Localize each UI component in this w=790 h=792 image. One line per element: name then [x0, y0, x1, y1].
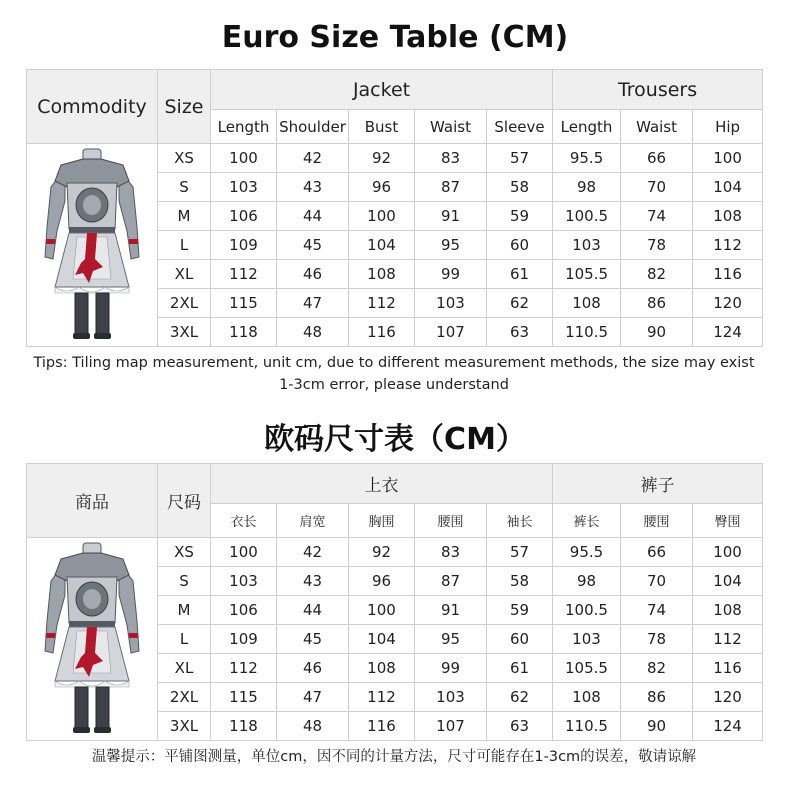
value-cell: 104 — [693, 173, 763, 202]
trousers-header-zh: 裤子 — [553, 464, 763, 504]
sub-header: Waist — [415, 110, 487, 144]
value-cell: 100 — [349, 596, 415, 625]
value-cell: 118 — [211, 318, 277, 347]
value-cell: 44 — [277, 202, 349, 231]
size-cell: L — [158, 231, 211, 260]
value-cell: 87 — [415, 173, 487, 202]
size-cell: XS — [158, 538, 211, 567]
value-cell: 63 — [487, 712, 553, 741]
value-cell: 44 — [277, 596, 349, 625]
value-cell: 109 — [211, 231, 277, 260]
value-cell: 74 — [621, 596, 693, 625]
value-cell: 42 — [277, 144, 349, 173]
value-cell: 103 — [553, 231, 621, 260]
value-cell: 103 — [553, 625, 621, 654]
value-cell: 91 — [415, 596, 487, 625]
sub-header: Shoulder — [277, 110, 349, 144]
value-cell: 108 — [553, 289, 621, 318]
table-row — [27, 144, 763, 173]
sub-header: Bust — [349, 110, 415, 144]
value-cell: 103 — [211, 567, 277, 596]
value-cell: 86 — [621, 289, 693, 318]
value-cell: 62 — [487, 289, 553, 318]
size-cell: S — [158, 567, 211, 596]
value-cell: 100 — [211, 538, 277, 567]
size-cell: M — [158, 596, 211, 625]
value-cell: 112 — [693, 231, 763, 260]
costume-image — [37, 147, 147, 343]
value-cell: 105.5 — [553, 654, 621, 683]
value-cell: 108 — [349, 654, 415, 683]
value-cell: 100 — [693, 144, 763, 173]
value-cell: 92 — [349, 538, 415, 567]
size-cell: 2XL — [158, 683, 211, 712]
value-cell: 70 — [621, 567, 693, 596]
value-cell: 95.5 — [553, 538, 621, 567]
size-cell: XL — [158, 260, 211, 289]
value-cell: 83 — [415, 144, 487, 173]
value-cell: 116 — [349, 712, 415, 741]
value-cell: 115 — [211, 683, 277, 712]
value-cell: 120 — [693, 683, 763, 712]
value-cell: 82 — [621, 260, 693, 289]
value-cell: 95.5 — [553, 144, 621, 173]
commodity-header: Commodity — [27, 70, 158, 144]
size-cell: XS — [158, 144, 211, 173]
value-cell: 91 — [415, 202, 487, 231]
value-cell: 61 — [487, 260, 553, 289]
value-cell: 116 — [349, 318, 415, 347]
value-cell: 62 — [487, 683, 553, 712]
value-cell: 112 — [211, 260, 277, 289]
value-cell: 116 — [693, 260, 763, 289]
size-cell: M — [158, 202, 211, 231]
value-cell: 124 — [693, 712, 763, 741]
value-cell: 124 — [693, 318, 763, 347]
value-cell: 100 — [693, 538, 763, 567]
value-cell: 78 — [621, 625, 693, 654]
value-cell: 57 — [487, 144, 553, 173]
value-cell: 105.5 — [553, 260, 621, 289]
value-cell: 46 — [277, 654, 349, 683]
value-cell: 106 — [211, 202, 277, 231]
sub-header-zh: 臀围 — [693, 504, 763, 538]
zh-table-body — [27, 464, 763, 741]
sub-header: Hip — [693, 110, 763, 144]
value-cell: 96 — [349, 567, 415, 596]
value-cell: 59 — [487, 596, 553, 625]
value-cell: 112 — [349, 683, 415, 712]
value-cell: 45 — [277, 231, 349, 260]
value-cell: 63 — [487, 318, 553, 347]
value-cell: 107 — [415, 712, 487, 741]
value-cell: 58 — [487, 173, 553, 202]
size-cell: 3XL — [158, 712, 211, 741]
value-cell: 59 — [487, 202, 553, 231]
value-cell: 108 — [349, 260, 415, 289]
value-cell: 108 — [693, 202, 763, 231]
sub-header: Length — [211, 110, 277, 144]
value-cell: 106 — [211, 596, 277, 625]
value-cell: 90 — [621, 318, 693, 347]
value-cell: 103 — [211, 173, 277, 202]
table-row — [27, 538, 763, 567]
value-cell: 61 — [487, 654, 553, 683]
value-cell: 110.5 — [553, 318, 621, 347]
sub-header-zh: 腰围 — [415, 504, 487, 538]
value-cell: 100 — [349, 202, 415, 231]
sub-header-zh: 肩宽 — [277, 504, 349, 538]
value-cell: 103 — [415, 289, 487, 318]
value-cell: 104 — [349, 625, 415, 654]
value-cell: 109 — [211, 625, 277, 654]
size-cell: 2XL — [158, 289, 211, 318]
value-cell: 104 — [693, 567, 763, 596]
value-cell: 110.5 — [553, 712, 621, 741]
value-cell: 99 — [415, 260, 487, 289]
sub-header-zh: 裤长 — [553, 504, 621, 538]
value-cell: 107 — [415, 318, 487, 347]
value-cell: 99 — [415, 654, 487, 683]
value-cell: 60 — [487, 231, 553, 260]
value-cell: 43 — [277, 567, 349, 596]
sub-header-zh: 腰围 — [621, 504, 693, 538]
value-cell: 108 — [553, 683, 621, 712]
size-cell: 3XL — [158, 318, 211, 347]
value-cell: 92 — [349, 144, 415, 173]
sub-header: Length — [553, 110, 621, 144]
value-cell: 86 — [621, 683, 693, 712]
value-cell: 47 — [277, 289, 349, 318]
costume-image — [37, 541, 147, 737]
value-cell: 83 — [415, 538, 487, 567]
value-cell: 42 — [277, 538, 349, 567]
value-cell: 112 — [349, 289, 415, 318]
value-cell: 70 — [621, 173, 693, 202]
value-cell: 82 — [621, 654, 693, 683]
value-cell: 115 — [211, 289, 277, 318]
value-cell: 87 — [415, 567, 487, 596]
value-cell: 60 — [487, 625, 553, 654]
zh-title: 欧码尺寸表（CM） — [264, 422, 526, 457]
size-header-zh: 尺码 — [158, 464, 211, 538]
sub-header-zh: 袖长 — [487, 504, 553, 538]
value-cell: 96 — [349, 173, 415, 202]
value-cell: 66 — [621, 144, 693, 173]
sub-header: Waist — [621, 110, 693, 144]
value-cell: 120 — [693, 289, 763, 318]
euro-title: Euro Size Table (CM) — [221, 20, 569, 55]
value-cell: 100.5 — [553, 202, 621, 231]
value-cell: 100.5 — [553, 596, 621, 625]
size-cell: L — [158, 625, 211, 654]
value-cell: 43 — [277, 173, 349, 202]
size-cell: XL — [158, 654, 211, 683]
jacket-header: Jacket — [211, 70, 553, 110]
value-cell: 74 — [621, 202, 693, 231]
value-cell: 78 — [621, 231, 693, 260]
product-image-cell — [27, 538, 158, 741]
value-cell: 112 — [211, 654, 277, 683]
euro-tips: Tips: Tiling map measurement, unit cm, due to different measurement methods, the size may exist 1-3cm error, please understand — [33, 355, 755, 393]
value-cell: 48 — [277, 712, 349, 741]
euro-size-table — [26, 69, 763, 347]
value-cell: 118 — [211, 712, 277, 741]
value-cell: 116 — [693, 654, 763, 683]
trousers-header: Trousers — [553, 70, 763, 110]
value-cell: 90 — [621, 712, 693, 741]
value-cell: 57 — [487, 538, 553, 567]
value-cell: 58 — [487, 567, 553, 596]
value-cell: 47 — [277, 683, 349, 712]
value-cell: 100 — [211, 144, 277, 173]
value-cell: 45 — [277, 625, 349, 654]
value-cell: 95 — [415, 231, 487, 260]
zh-tips: 温馨提示：平铺图测量，单位cm，因不同的计量方法，尺寸可能存在1-3cm的误差，敬请谅解 — [91, 749, 697, 765]
value-cell: 104 — [349, 231, 415, 260]
size-cell: S — [158, 173, 211, 202]
jacket-header-zh: 上衣 — [211, 464, 553, 504]
value-cell: 112 — [693, 625, 763, 654]
sub-header: Sleeve — [487, 110, 553, 144]
value-cell: 108 — [693, 596, 763, 625]
sub-header-zh: 衣长 — [211, 504, 277, 538]
value-cell: 46 — [277, 260, 349, 289]
sub-header-zh: 胸围 — [349, 504, 415, 538]
commodity-header-zh: 商品 — [27, 464, 158, 538]
value-cell: 95 — [415, 625, 487, 654]
euro-table-body — [27, 70, 763, 347]
value-cell: 98 — [553, 567, 621, 596]
value-cell: 103 — [415, 683, 487, 712]
zh-size-table — [26, 463, 763, 741]
value-cell: 98 — [553, 173, 621, 202]
size-header: Size — [158, 70, 211, 144]
product-image-cell — [27, 144, 158, 347]
value-cell: 48 — [277, 318, 349, 347]
value-cell: 66 — [621, 538, 693, 567]
